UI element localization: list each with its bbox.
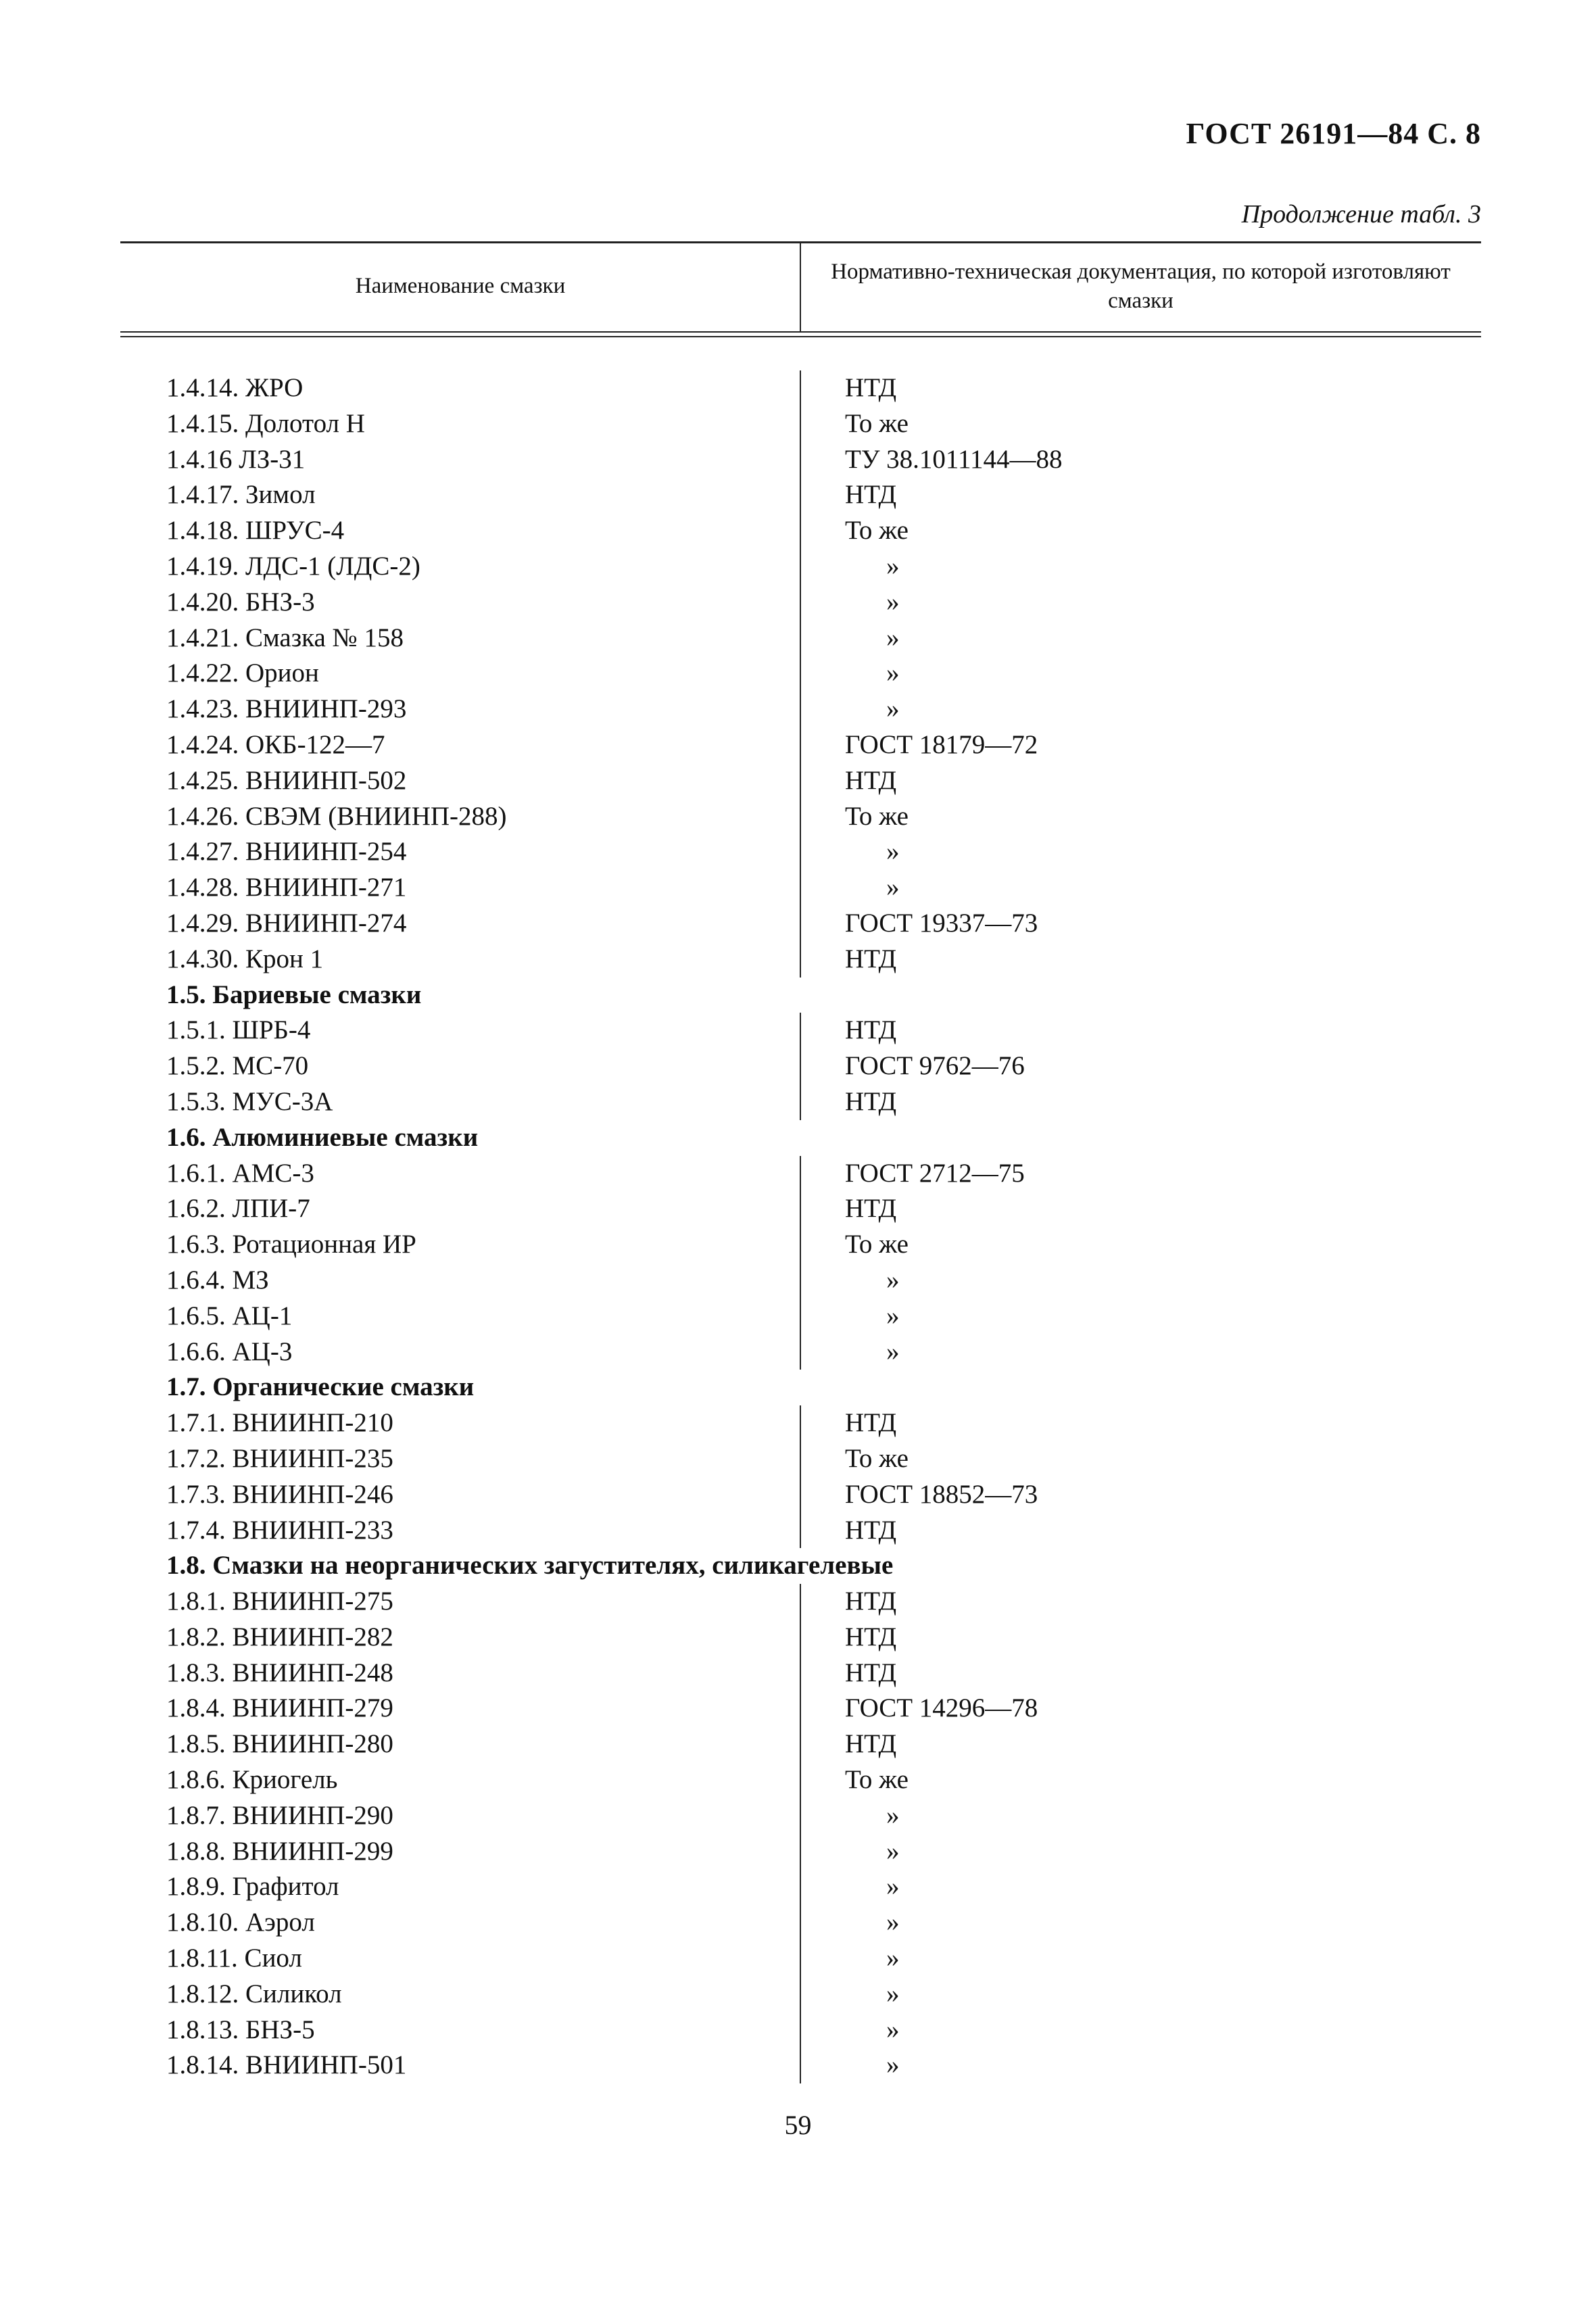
lubricant-name: 1.7.3. ВНИИНП-246 <box>166 1479 393 1509</box>
documentation-reference: ГОСТ 9762—76 <box>845 1051 1025 1081</box>
lubricant-name: 1.4.24. ОКБ-122—7 <box>166 729 385 759</box>
column-divider <box>800 1156 801 1192</box>
documentation-reference: НТД <box>845 1622 897 1651</box>
column-divider <box>800 834 801 870</box>
table-row <box>0 727 1596 763</box>
lubricant-name: 1.4.25. ВНИИНП-502 <box>166 765 407 795</box>
lubricant-name: 1.4.18. ШРУС-4 <box>166 516 345 546</box>
table-row <box>0 585 1596 621</box>
column-divider <box>800 1013 801 1048</box>
column-divider <box>800 2048 801 2083</box>
documentation-reference: » <box>886 1872 900 1902</box>
table-section-row <box>0 1548 1596 1584</box>
column-divider <box>800 799 801 835</box>
table-row <box>0 1727 1596 1762</box>
lubricant-name: 1.4.17. Зимол <box>166 480 316 510</box>
table-body <box>0 370 1596 2083</box>
column-divider <box>800 1941 801 1977</box>
column-divider <box>800 1727 801 1762</box>
column-divider <box>800 656 801 692</box>
column-divider <box>800 1191 801 1227</box>
column-header-documentation: Нормативно-техническая документация, по которой изготовляют смазки <box>831 259 1451 313</box>
column-divider <box>800 1441 801 1477</box>
documentation-reference: НТД <box>845 480 897 510</box>
column-divider <box>800 1869 801 1905</box>
documentation-reference: » <box>886 2050 900 2080</box>
lubricant-name: 1.8.9. Графитол <box>166 1872 339 1902</box>
lubricant-name: 1.8.12. Силикол <box>166 1979 342 2008</box>
table-row <box>0 1691 1596 1727</box>
lubricant-name: 1.4.28. ВНИИНП-271 <box>166 873 407 902</box>
table-row <box>0 906 1596 942</box>
documentation-reference: » <box>886 1979 900 2008</box>
table-row <box>0 1869 1596 1905</box>
lubricant-name: 1.6.5. АЦ-1 <box>166 1301 293 1330</box>
lubricant-name: 1.4.16 ЛЗ-31 <box>166 444 306 474</box>
column-divider <box>800 1584 801 1620</box>
table-row <box>0 2048 1596 2083</box>
lubricant-name: 1.7.4. ВНИИНП-233 <box>166 1515 393 1545</box>
column-divider <box>800 513 801 549</box>
documentation-reference: НТД <box>845 765 897 795</box>
lubricant-name: 1.8.13. БНЗ-5 <box>166 2015 315 2044</box>
column-divider <box>800 370 801 406</box>
column-divider <box>800 2012 801 2048</box>
column-divider <box>800 549 801 585</box>
table-row <box>0 442 1596 478</box>
column-divider <box>800 942 801 978</box>
table-row <box>0 406 1596 442</box>
lubricant-name: 1.6.2. ЛПИ-7 <box>166 1194 310 1224</box>
column-divider <box>800 1656 801 1691</box>
table-row <box>0 692 1596 727</box>
column-divider <box>800 1477 801 1513</box>
lubricant-name: 1.4.21. Смазка № 158 <box>166 623 404 652</box>
documentation-reference: ТУ 38.1011144—88 <box>845 444 1063 474</box>
documentation-reference: ГОСТ 18179—72 <box>845 729 1038 759</box>
documentation-reference: ГОСТ 19337—73 <box>845 908 1038 938</box>
section-title: 1.7. Органические смазки <box>166 1372 475 1402</box>
header-double-rule-upper <box>120 331 1481 333</box>
column-divider <box>800 727 801 763</box>
table-section-row <box>0 978 1596 1013</box>
documentation-reference: » <box>886 1265 900 1295</box>
lubricant-name: 1.4.27. ВНИИНП-254 <box>166 837 407 867</box>
lubricant-name: 1.6.1. АМС-3 <box>166 1158 314 1188</box>
page-number: 59 <box>784 2110 812 2140</box>
column-divider <box>800 477 801 513</box>
documentation-reference: » <box>886 1301 900 1330</box>
table-row <box>0 1334 1596 1370</box>
lubricant-name: 1.6.3. Ротационная ИР <box>166 1230 416 1259</box>
lubricant-name: 1.8.1. ВНИИНП-275 <box>166 1587 393 1616</box>
table-row <box>0 1584 1596 1620</box>
column-divider <box>800 1977 801 2012</box>
table-row <box>0 513 1596 549</box>
lubricant-name: 1.4.22. Орион <box>166 658 319 688</box>
table-continuation-label: Продолжение табл. 3 <box>1241 200 1481 228</box>
table-section-row <box>0 1120 1596 1156</box>
lubricant-name: 1.4.15. Долотол Н <box>166 408 365 438</box>
table-row <box>0 1941 1596 1977</box>
documentation-reference: НТД <box>845 1015 897 1045</box>
lubricant-name: 1.8.5. ВНИИНП-280 <box>166 1729 393 1759</box>
documentation-reference: НТД <box>845 1658 897 1687</box>
documentation-reference: То же <box>845 408 909 438</box>
lubricant-name: 1.4.23. ВНИИНП-293 <box>166 694 407 724</box>
lubricant-name: 1.8.7. ВНИИНП-290 <box>166 1800 393 1830</box>
documentation-reference: НТД <box>845 1086 897 1116</box>
documentation-reference: НТД <box>845 1408 897 1438</box>
lubricant-name: 1.6.6. АЦ-3 <box>166 1336 293 1366</box>
documentation-reference: ГОСТ 14296—78 <box>845 1693 1038 1723</box>
column-header-name: Наименование смазки <box>355 274 566 298</box>
table-row <box>0 1834 1596 1870</box>
lubricant-name: 1.8.11. Сиол <box>166 1944 302 1973</box>
table-section-row <box>0 1370 1596 1405</box>
documentation-reference: » <box>886 837 900 867</box>
column-divider <box>800 1405 801 1441</box>
documentation-reference: НТД <box>845 1515 897 1545</box>
column-divider <box>800 442 801 478</box>
documentation-reference: ГОСТ 2712—75 <box>845 1158 1025 1188</box>
table-row <box>0 1405 1596 1441</box>
documentation-reference: » <box>886 1336 900 1366</box>
table-row <box>0 1048 1596 1084</box>
table-row <box>0 1477 1596 1513</box>
lubricant-name: 1.8.4. ВНИИНП-279 <box>166 1693 393 1723</box>
section-title: 1.6. Алюминиевые смазки <box>166 1122 479 1152</box>
document-header: ГОСТ 26191—84 С. 8 <box>1186 117 1481 150</box>
header-double-rule-lower <box>120 336 1481 337</box>
column-divider <box>800 621 801 656</box>
table-row <box>0 1656 1596 1691</box>
lubricant-name: 1.6.4. МЗ <box>166 1265 269 1295</box>
column-divider <box>800 1834 801 1870</box>
documentation-reference: » <box>886 1800 900 1830</box>
column-divider <box>800 1691 801 1727</box>
lubricant-name: 1.4.30. Крон 1 <box>166 944 324 973</box>
lubricant-name: 1.7.1. ВНИИНП-210 <box>166 1408 393 1438</box>
lubricant-name: 1.8.6. Криогель <box>166 1765 338 1795</box>
column-divider <box>800 1798 801 1834</box>
column-divider <box>800 763 801 799</box>
table-row <box>0 370 1596 406</box>
documentation-reference: » <box>886 873 900 902</box>
documentation-reference: То же <box>845 1443 909 1473</box>
lubricant-name: 1.7.2. ВНИИНП-235 <box>166 1443 393 1473</box>
table-row <box>0 1905 1596 1941</box>
lubricant-name: 1.4.20. БНЗ-3 <box>166 587 315 617</box>
documentation-reference: НТД <box>845 1729 897 1759</box>
table-row <box>0 942 1596 978</box>
table-row <box>0 1620 1596 1656</box>
column-divider <box>800 1620 801 1656</box>
table-row <box>0 1263 1596 1299</box>
documentation-reference: ГОСТ 18852—73 <box>845 1479 1038 1509</box>
column-divider <box>800 406 801 442</box>
documentation-reference: » <box>886 623 900 652</box>
documentation-reference: » <box>886 658 900 688</box>
column-divider <box>800 906 801 942</box>
column-divider <box>800 692 801 727</box>
section-title: 1.8. Смазки на неорганических загустителях, силикагелевые <box>166 1551 894 1581</box>
documentation-reference: То же <box>845 1765 909 1795</box>
column-divider <box>800 1513 801 1549</box>
table-row <box>0 1441 1596 1477</box>
column-divider <box>800 1263 801 1299</box>
documentation-reference: То же <box>845 801 909 831</box>
lubricant-name: 1.4.14. ЖРО <box>166 373 304 402</box>
table-row <box>0 1299 1596 1334</box>
documentation-reference: То же <box>845 1230 909 1259</box>
lubricant-name: 1.8.10. Аэрол <box>166 1908 315 1937</box>
table-row <box>0 656 1596 692</box>
documentation-reference: » <box>886 694 900 724</box>
table-row <box>0 1977 1596 2012</box>
documentation-reference: НТД <box>845 1587 897 1616</box>
lubricant-name: 1.5.1. ШРБ-4 <box>166 1015 311 1045</box>
documentation-reference: НТД <box>845 373 897 402</box>
lubricant-name: 1.5.2. МС-70 <box>166 1051 309 1081</box>
lubricant-name: 1.4.29. ВНИИНП-274 <box>166 908 407 938</box>
table-row <box>0 477 1596 513</box>
table-row <box>0 763 1596 799</box>
table-row <box>0 1513 1596 1549</box>
documentation-reference: » <box>886 1908 900 1937</box>
documentation-reference: » <box>886 551 900 581</box>
documentation-reference: НТД <box>845 1194 897 1224</box>
table-row <box>0 834 1596 870</box>
lubricant-name: 1.8.8. ВНИИНП-299 <box>166 1836 393 1866</box>
table-row <box>0 621 1596 656</box>
table-row <box>0 1013 1596 1048</box>
column-divider <box>800 1762 801 1798</box>
column-divider <box>800 1227 801 1263</box>
table-row <box>0 1084 1596 1120</box>
documentation-reference: » <box>886 1944 900 1973</box>
table-row <box>0 1798 1596 1834</box>
column-divider <box>800 1299 801 1334</box>
documentation-reference: НТД <box>845 944 897 973</box>
table-row <box>0 549 1596 585</box>
table-row <box>0 1156 1596 1192</box>
table-row <box>0 2012 1596 2048</box>
section-title: 1.5. Бариевые смазки <box>166 980 422 1009</box>
lubricant-name: 1.4.19. ЛДС-1 (ЛДС-2) <box>166 551 420 581</box>
lubricant-name: 1.4.26. СВЭМ (ВНИИНП-288) <box>166 801 507 831</box>
table-row <box>0 870 1596 906</box>
column-divider <box>800 1084 801 1120</box>
column-divider <box>800 1905 801 1941</box>
table-row <box>0 1227 1596 1263</box>
documentation-reference: » <box>886 2015 900 2044</box>
lubricant-name: 1.8.14. ВНИИНП-501 <box>166 2050 407 2080</box>
documentation-reference: » <box>886 587 900 617</box>
lubricant-name: 1.8.2. ВНИИНП-282 <box>166 1622 393 1651</box>
lubricant-name: 1.8.3. ВНИИНП-248 <box>166 1658 393 1687</box>
column-divider <box>800 1334 801 1370</box>
column-divider <box>800 1048 801 1084</box>
table-row <box>0 1191 1596 1227</box>
column-divider <box>800 585 801 621</box>
documentation-reference: То же <box>845 516 909 546</box>
table-row <box>0 1762 1596 1798</box>
table-row <box>0 799 1596 835</box>
documentation-reference: » <box>886 1836 900 1866</box>
column-divider <box>800 870 801 906</box>
lubricant-name: 1.5.3. МУС-3А <box>166 1086 333 1116</box>
